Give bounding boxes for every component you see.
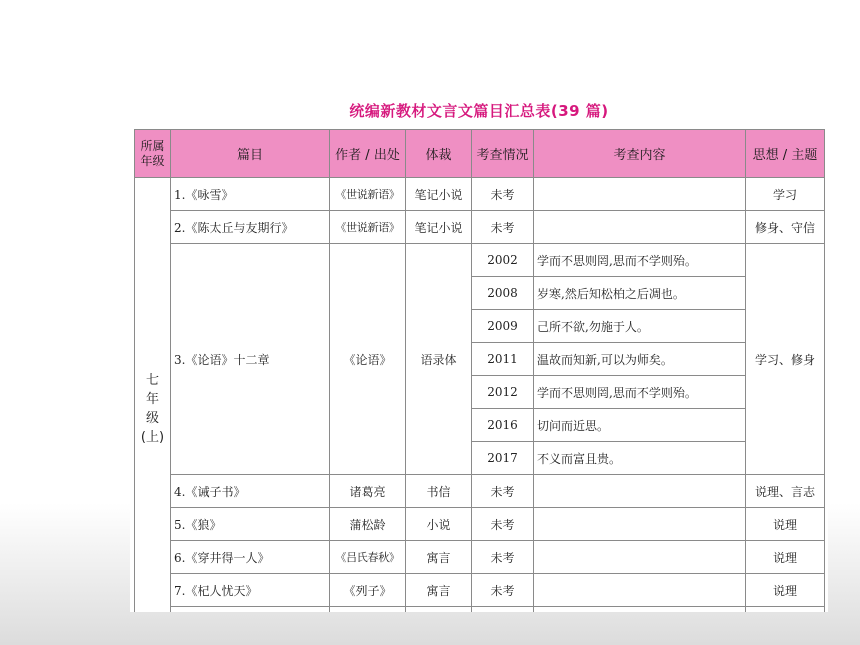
content-cell: 不义而富且贵。 (534, 442, 746, 475)
exam-year-cell: 2009 (472, 310, 534, 343)
content-cell: 切问而近思。 (534, 409, 746, 442)
exam-cell: 未考 (472, 475, 534, 508)
exam-year-cell: 2012 (472, 376, 534, 409)
table-row (135, 508, 825, 541)
table-title: 统编新教材文言文篇目汇总表(39 篇) (349, 102, 609, 120)
theme-cell: 修身、守信 (746, 211, 825, 244)
content-cell (534, 574, 746, 607)
genre-cell: 小说 (406, 508, 472, 541)
summary-table-page (130, 97, 828, 612)
genre-cell: 书信 (406, 475, 472, 508)
author-cell: 《论语》 (330, 244, 406, 475)
content-cell (534, 178, 746, 211)
content-cell (534, 508, 746, 541)
exam-cell: 未考 (472, 541, 534, 574)
theme-cell: 说理 (746, 574, 825, 607)
piece-cell: 7.《杞人忧天》 (171, 574, 330, 607)
exam-cell: 未考 (472, 178, 534, 211)
exam-year-cell: 2016 (472, 409, 534, 442)
genre-cell: 寓言 (406, 541, 472, 574)
table-row (135, 244, 825, 277)
content-cell: 学而不思则罔,思而不学则殆。 (534, 376, 746, 409)
theme-cell: 学习、修身 (746, 244, 825, 475)
header-theme: 思想 / 主题 (746, 130, 825, 178)
genre-cell: 语录体 (406, 244, 472, 475)
theme-cell (746, 607, 825, 613)
header-genre: 体裁 (406, 130, 472, 178)
author-cell: 诸葛亮 (330, 475, 406, 508)
table-row (135, 574, 825, 607)
content-cell: 己所不欲,勿施于人。 (534, 310, 746, 343)
author-cell (330, 607, 406, 613)
content-cell: 温故而知新,可以为师矣。 (534, 343, 746, 376)
exam-year-cell: 2011 (472, 343, 534, 376)
author-cell: 《吕氏春秋》 (330, 541, 406, 574)
piece-cell: 6.《穿井得一人》 (171, 541, 330, 574)
piece-cell: 5.《狼》 (171, 508, 330, 541)
grade-char-2: 年 (145, 391, 159, 407)
header-author: 作者 / 出处 (330, 130, 406, 178)
content-cell (534, 475, 746, 508)
genre-cell: 笔记小说 (406, 211, 472, 244)
content-cell (534, 607, 746, 613)
exam-cell (472, 607, 534, 613)
theme-cell: 说理、言志 (746, 475, 825, 508)
exam-year-cell: 2017 (472, 442, 534, 475)
table-row (135, 475, 825, 508)
header-grade-line-2: 年级 (140, 153, 165, 168)
genre-cell: 寓言 (406, 574, 472, 607)
piece-cell (171, 607, 330, 613)
genre-cell (406, 607, 472, 613)
grade-char-1: 七 (145, 372, 159, 388)
piece-cell: 2.《陈太丘与友期行》 (171, 211, 330, 244)
theme-cell: 说理 (746, 508, 825, 541)
author-cell: 《世说新语》 (330, 178, 406, 211)
exam-cell: 未考 (472, 574, 534, 607)
genre-cell: 笔记小说 (406, 178, 472, 211)
theme-cell: 学习 (746, 178, 825, 211)
exam-year-cell: 2002 (472, 244, 534, 277)
exam-cell: 未考 (472, 211, 534, 244)
grade-cell (135, 178, 171, 613)
header-exam: 考查情况 (472, 130, 534, 178)
header-piece: 篇目 (171, 130, 330, 178)
table-row (135, 211, 825, 244)
author-cell: 蒲松龄 (330, 508, 406, 541)
author-cell: 《世说新语》 (330, 211, 406, 244)
content-cell (534, 541, 746, 574)
piece-cell: 1.《咏雪》 (171, 178, 330, 211)
exam-cell: 未考 (472, 508, 534, 541)
grade-char-4: (上) (140, 429, 165, 445)
content-cell (534, 211, 746, 244)
piece-cell: 4.《诫子书》 (171, 475, 330, 508)
table-row (135, 178, 825, 211)
header-grade-line-1: 所属 (140, 138, 165, 153)
table-row (135, 607, 825, 613)
summary-table (134, 129, 825, 612)
exam-year-cell: 2008 (472, 277, 534, 310)
grade-char-3: 级 (145, 410, 159, 426)
theme-cell: 说理 (746, 541, 825, 574)
content-cell: 学而不思则罔,思而不学则殆。 (534, 244, 746, 277)
header-content: 考查内容 (534, 130, 746, 178)
header-row (135, 130, 825, 178)
header-grade (135, 130, 171, 178)
table-row (135, 541, 825, 574)
author-cell: 《列子》 (330, 574, 406, 607)
piece-cell: 3.《论语》十二章 (171, 244, 330, 475)
content-cell: 岁寒,然后知松柏之后凋也。 (534, 277, 746, 310)
